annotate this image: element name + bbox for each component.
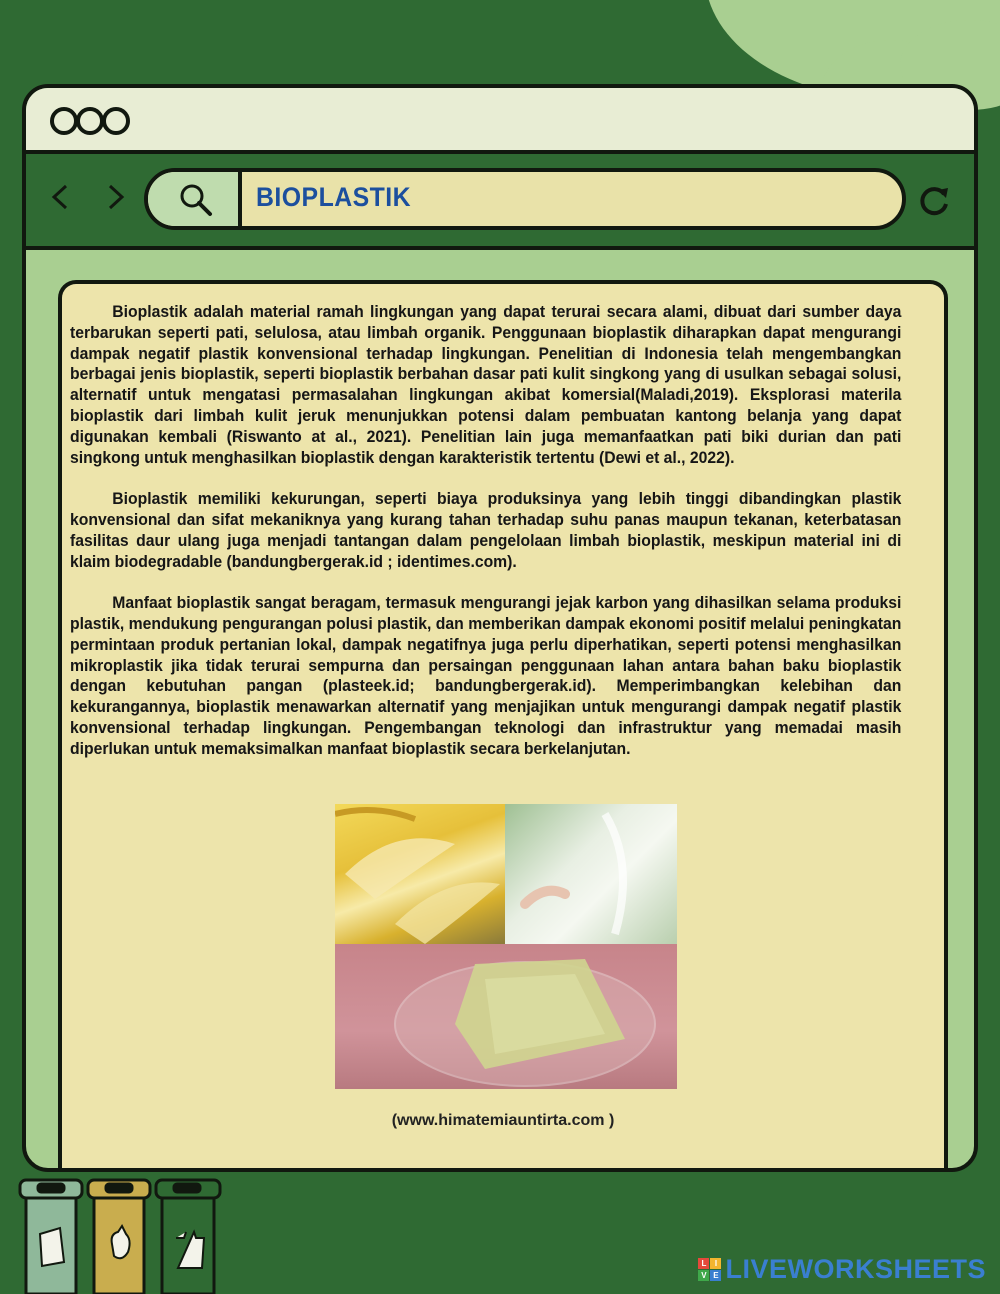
- bioplastic-sheet-photo: [335, 944, 677, 1089]
- window-dot[interactable]: [50, 107, 78, 135]
- brand-letter: I: [710, 1258, 721, 1269]
- paragraph: Manfaat bioplastik sangat beragam, termasuk mengurangi jejak karbon yang dihasilkan selama produksi plastik, mendukung pengurangan polusi plastik, dan memberikan dampak ekonomi positif melalui peningkatan permintaan produk pertanian lokal, dampak negatifnya juga perlu diperhatikan, seperti potensi menghasilkan mikroplastik jika tidak terurai sempurna dan persaingan penggunaan lahan antara bahan baku bioplastik dengan kebutuhan pangan (plasteek.id; bandungbergerak.id). Memperimbangkan kelebihan dan kekurangannya, bioplastik menawarkan alternatif yang menjajikan untuk mengurangi dampak negatif plastik konvensional terhadap lingkungan. Pengembangan teknologi dan infrastruktur yang memadai masih diperlukan untuk memaksimalkan manfaat bioplastik secara berkelanjutan.: [70, 594, 902, 758]
- brand-letter: E: [710, 1270, 721, 1281]
- article-text: [70, 302, 901, 780]
- plastic-bag-photo: [505, 804, 677, 944]
- forward-chevron-icon[interactable]: [102, 184, 128, 210]
- article-panel: [58, 280, 948, 1172]
- search-icon: [178, 182, 214, 218]
- paragraph: Bioplastik memiliki kekurungan, seperti biaya produksinya yang lebih tinggi dibandingkan plastik konvensional dan sifat mekaniknya yang kurang tahan terhadap suhu panas maupun tekanan, keterbatasan fasilitas daur ulang juga menjadi tantangan dalam pengelolaan limbah bioplastik, meskipun material ini di klaim biodegradable (bandungbergerak.id ; identimes.com).: [70, 490, 902, 571]
- browser-window: [22, 84, 978, 1172]
- window-dots-icon: [50, 107, 128, 135]
- back-chevron-icon[interactable]: [48, 184, 74, 210]
- window-dot[interactable]: [76, 107, 104, 135]
- reload-icon[interactable]: [916, 182, 952, 218]
- brand-letter: L: [698, 1258, 709, 1269]
- brand-letter: V: [698, 1270, 709, 1281]
- search-bar[interactable]: [144, 168, 906, 230]
- image-caption: (www.himatemiauntirta.com ): [391, 1112, 615, 1129]
- bioplastic-photo-collage: [335, 804, 675, 1089]
- recycle-bins-illustration: [18, 1176, 224, 1294]
- paragraph: Bioplastik adalah material ramah lingkungan yang dapat terurai secara alami, dibuat dari sumber daya terbarukan seperti pati, selulosa, atau limbah organik. Penggunaan bioplastik diharapkan dapat mengurangi dampak negatif plastik konvensional terhadap lingkungan. Penelitian di Indonesia telah mengembangkan berbagai jenis bioplastik, seperti bioplastik berbahan dasar pati kulit singkong yang di usulkan sebagai solusi, alternatif untuk mengatasi permasalahan lingkungan akibat komersial(Maladi,2019). Eksplorasi materila bioplastik dari limbah kulit jeruk menunjukkan potensi dalam pembuatan kantong belanja yang dapat digunakan kembali (Riswanto at al., 2021). Penelitian lain juga memanfaatkan pati biki durian dan pati singkong untuk menghasilkan bioplastik dengan karakteristik tertentu (Dewi et al., 2022).: [70, 303, 902, 467]
- liveworksheets-logo: [698, 1254, 986, 1285]
- window-dot[interactable]: [102, 107, 130, 135]
- title-bar: [26, 88, 974, 154]
- search-button[interactable]: [148, 172, 242, 226]
- brand-name: LIVEWORKSHEETS: [725, 1254, 986, 1284]
- banana-peel-photo: [335, 804, 505, 944]
- search-input[interactable]: BIOPLASTIK: [256, 182, 412, 212]
- navigation-bar: [26, 154, 974, 250]
- brand-logo-squares: [698, 1258, 721, 1281]
